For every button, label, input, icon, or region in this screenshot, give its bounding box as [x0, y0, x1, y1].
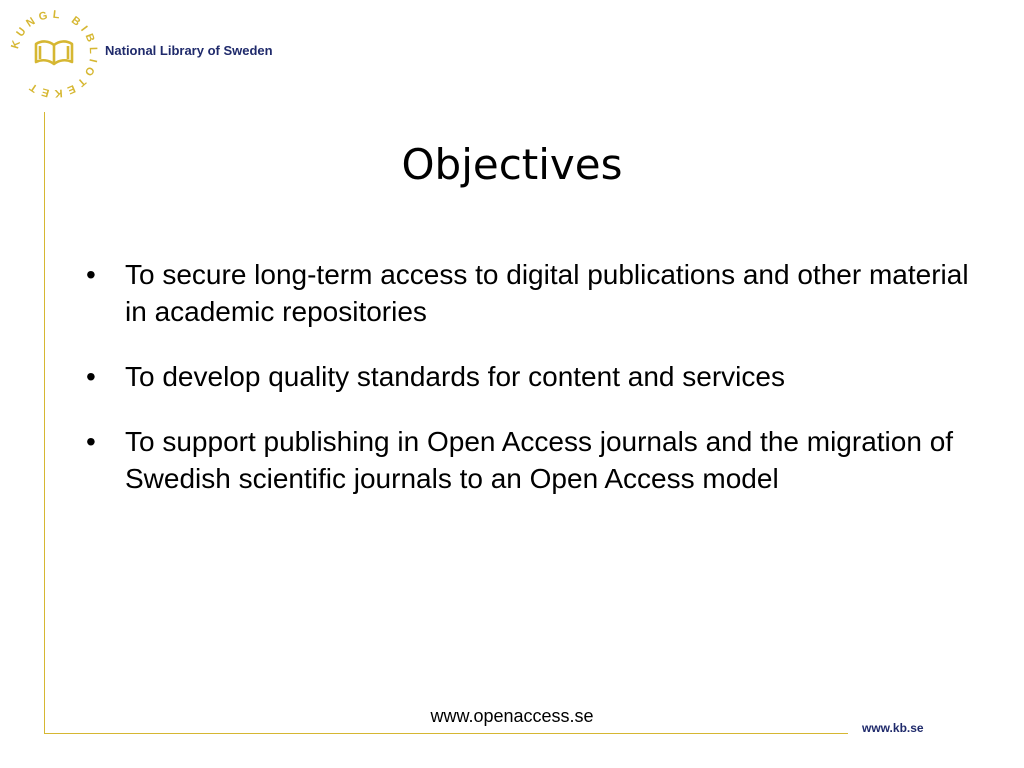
kungl-biblioteket-seal — [4, 4, 104, 104]
bullet-text: To support publishing in Open Access journals and the migration of Swedish scientific journals to an Open Access model — [125, 426, 954, 494]
bullet-text: To secure long-term access to digital publications and other material in academic repositories — [125, 259, 969, 327]
bullet-marker: • — [86, 361, 96, 392]
bullet-list — [84, 256, 974, 525]
open-book-icon — [36, 41, 72, 64]
horizontal-rule — [44, 733, 848, 734]
bullet-item — [84, 256, 974, 330]
slide-title: Objectives — [401, 140, 623, 189]
bullet-item — [84, 423, 974, 497]
library-name: National Library of Sweden — [105, 43, 273, 58]
footer-site: www.kb.se — [862, 721, 924, 735]
bullet-text: To develop quality standards for content and services — [125, 361, 785, 392]
seal-ring-text: KUNGL BIBLIOTEKET — [9, 8, 100, 100]
vertical-rule — [44, 112, 45, 734]
bullet-marker: • — [86, 426, 96, 457]
footer-url: www.openaccess.se — [430, 706, 594, 726]
bullet-marker: • — [86, 259, 96, 290]
bullet-item — [84, 358, 974, 395]
